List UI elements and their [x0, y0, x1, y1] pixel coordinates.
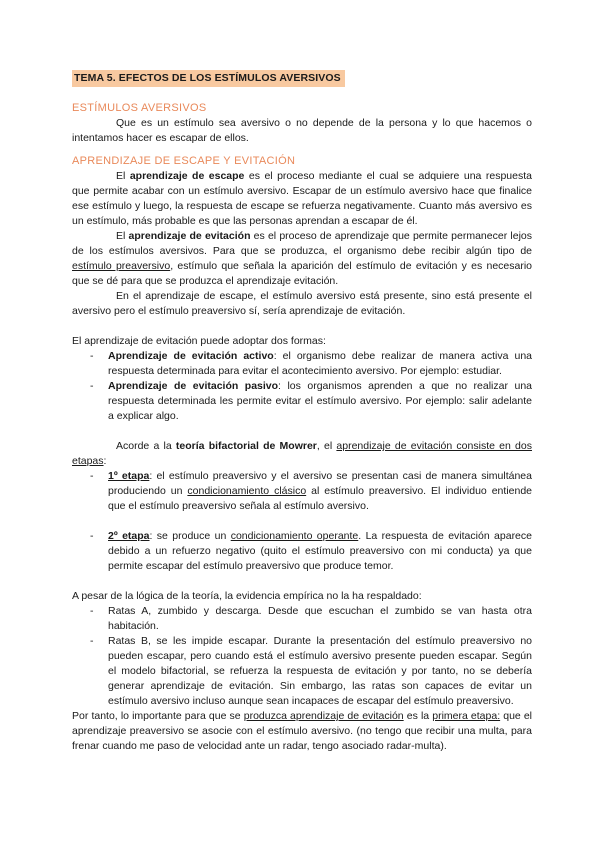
document-page	[72, 70, 532, 754]
document-title: TEMA 5. EFECTOS DE LOS ESTÍMULOS AVERSIVOS	[72, 70, 345, 87]
stages-list	[72, 469, 532, 514]
section-heading-escape-avoidance: APRENDIZAJE DE ESCAPE Y EVITACIÓN	[72, 155, 296, 167]
paragraph-aversive-definition: Que es un estímulo sea aversivo o no depende de la persona y lo que hacemos o intentamos hacer es escapar de ellos.	[72, 117, 532, 144]
forms-list	[72, 349, 532, 424]
stages-list-2	[72, 529, 532, 574]
paragraph-escape-vs-avoidance: En el aprendizaje de escape, el estímulo aversivo está presente, sino está presente el aversivo pero el estímulo preaversivo sí, sería aprendizaje de evitación.	[72, 290, 532, 317]
list-item-stage-2: - 2º etapa: se produce un condicionamiento operante. La respuesta de evitación aparece debido a un refuerzo negativo (quito el estímulo preaversivo con mi conducta) ya que permite escapar del estímulo preaversivo que produce temor.	[72, 529, 532, 574]
term-escape-learning: aprendizaje de escape	[129, 170, 245, 182]
term-avoidance-learning: aprendizaje de evitación	[128, 230, 251, 242]
section-heading-aversive-stimuli: ESTÍMULOS AVERSIVOS	[72, 102, 207, 114]
evidence-list	[72, 604, 532, 709]
paragraph-avoidance-learning: El aprendizaje de evitación es el proceso de aprendizaje que permite permanecer lejos de los estímulos aversivos. Para que se produzca, el organismo debe recibir algún tipo de estímulo preaversivo, estímulo que señala la aparición del estímulo de evitación y es necesario que se dé para que se produzca el aprendizaje evitación.	[72, 230, 533, 287]
list-item: - Aprendizaje de evitación pasivo: los organismos aprenden a que no realizar una respuesta determinada les permite evitar el estímulo aversivo. Por ejemplo: salir adelante a explicar algo.	[72, 379, 532, 424]
list-item-stage-1: - 1º etapa: el estímulo preaversivo y el aversivo se presentan casi de manera simultánea produciendo un condicionamiento clásico al estímulo preaversivo. El individuo entiende que el estímulo preaversivo señala al estímulo aversivo.	[72, 469, 532, 514]
paragraph-evidence-intro: A pesar de la lógica de la teoría, la evidencia empírica no la ha respaldado:	[72, 590, 422, 602]
term-mowrer-theory: teoría bifactorial de Mowrer	[175, 440, 317, 452]
paragraph-forms-intro: El aprendizaje de evitación puede adoptar dos formas:	[72, 335, 326, 347]
list-item: - Ratas A, zumbido y descarga. Desde que escuchan el zumbido se van hasta otra habitación.	[72, 604, 532, 634]
paragraph-conclusion: Por tanto, lo importante para que se produzca aprendizaje de evitación es la primera etapa: que el aprendizaje preaversivo se asocie con el estímulo aversivo. (no tengo que recibir una multa, para frenar cuando me paso de velocidad ante un radar, tengo asociado radar-multa).	[72, 710, 533, 752]
list-item: - Ratas B, se les impide escapar. Durante la presentación del estímulo preaversivo no pueden escapar, pero cuando está el estímulo aversivo presente pueden escapar. Según el modelo bifactorial, se refuerza la respuesta de evitación y por tanto, no se debería generar aprendizaje de evitación. Sin embargo, las ratas son capaces de evitar un estímulo aversivo incluso aunque sean incapaces de escapar del estímulo preaversivo.	[72, 634, 532, 709]
list-item: - Aprendizaje de evitación activo: el organismo debe realizar de manera activa una respuesta determinada para evitar el acontecimiento aversivo. Por ejemplo: estudiar.	[72, 349, 532, 379]
paragraph-mowrer-theory: Acorde a la teoría bifactorial de Mowrer, el aprendizaje de evitación consiste en dos etapas:	[72, 440, 532, 467]
paragraph-escape-learning: El aprendizaje de escape es el proceso mediante el cual se adquiere una respuesta que permite acabar con un estímulo aversivo. Escapar de un estímulo aversivo hace que finalice ese estímulo y luego, la respuesta de escape se refuerza negativamente. Cuanto más aversivo es un estímulo, más probable es que las personas aprendan a escapar de él.	[72, 170, 532, 227]
term-preaversive-stimulus: estímulo preaversivo	[72, 260, 171, 272]
